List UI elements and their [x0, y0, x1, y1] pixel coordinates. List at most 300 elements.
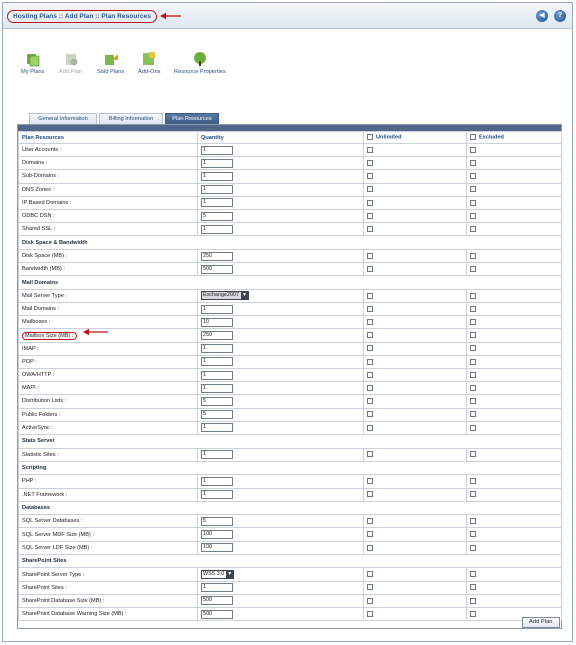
excluded-checkbox[interactable]	[470, 571, 476, 577]
unlimited-checkbox[interactable]	[367, 332, 373, 338]
table-row	[19, 515, 562, 528]
resource-label: DNS Zones :	[22, 186, 55, 193]
unlimited-checkbox[interactable]	[367, 491, 373, 497]
header-excluded	[467, 132, 562, 144]
quantity-cell	[198, 528, 364, 541]
quantity-cell	[198, 316, 364, 329]
unlimited-checkbox[interactable]	[367, 518, 373, 524]
excluded-checkbox[interactable]	[470, 598, 476, 604]
resource-label-cell	[19, 594, 198, 607]
excluded-cell	[467, 183, 562, 196]
quantity-cell	[198, 488, 364, 501]
unlimited-checkbox[interactable]	[367, 411, 373, 417]
unlimited-cell	[364, 395, 467, 408]
quantity-cell	[198, 369, 364, 382]
quantity-cell	[198, 594, 364, 607]
excluded-checkbox[interactable]	[470, 411, 476, 417]
quantity-input[interactable]: 1	[201, 450, 233, 459]
table-row	[19, 581, 562, 594]
excluded-cell	[467, 157, 562, 170]
add-plan-icon	[63, 51, 79, 67]
unlimited-cell	[364, 408, 467, 421]
unlimited-cell	[364, 316, 467, 329]
table-row	[19, 303, 562, 316]
table-row	[19, 488, 562, 501]
resource-label-cell	[19, 541, 198, 554]
quantity-cell	[198, 196, 364, 209]
unlimited-checkbox[interactable]	[367, 425, 373, 431]
unlimited-cell	[364, 541, 467, 554]
unlimited-cell	[364, 528, 467, 541]
resource-label: SharePoint Database Size (MB) :	[22, 597, 105, 604]
breadcrumb[interactable]: Hosting Plans :: Add Plan :: Plan Resources	[7, 10, 157, 23]
quantity-input[interactable]: 1	[201, 198, 233, 207]
resource-label: SharePoint Database Warning Size (MB) :	[22, 611, 127, 618]
quantity-input[interactable]: 1	[201, 185, 233, 194]
table-row	[19, 196, 562, 209]
section-title: Scripting	[19, 461, 562, 475]
excluded-checkbox[interactable]	[470, 372, 476, 378]
unlimited-checkbox[interactable]	[367, 611, 373, 617]
unlimited-checkbox[interactable]	[367, 293, 373, 299]
quantity-cell	[198, 289, 364, 302]
resource-label-cell	[19, 581, 198, 594]
unlimited-checkbox[interactable]	[367, 160, 373, 166]
section-title: Mail Domains	[19, 276, 562, 290]
quantity-cell	[198, 382, 364, 395]
unlimited-checkbox[interactable]	[367, 451, 373, 457]
quantity-cell	[198, 329, 364, 342]
table-row	[19, 369, 562, 382]
excluded-checkbox[interactable]	[470, 306, 476, 312]
excluded-cell	[467, 475, 562, 488]
excluded-checkbox[interactable]	[470, 398, 476, 404]
table-row	[19, 355, 562, 368]
excluded-checkbox[interactable]	[470, 332, 476, 338]
unlimited-checkbox[interactable]	[367, 531, 373, 537]
unlimited-checkbox[interactable]	[367, 186, 373, 192]
table-row	[19, 144, 562, 157]
unlimited-checkbox[interactable]	[367, 226, 373, 232]
resource-label-cell	[19, 209, 198, 222]
quantity-cell	[198, 541, 364, 554]
annotation-arrow-icon	[160, 12, 182, 20]
unlimited-cell	[364, 263, 467, 276]
table-row	[19, 408, 562, 421]
resource-label-cell	[19, 382, 198, 395]
quantity-cell	[198, 568, 364, 581]
table-row	[19, 608, 562, 621]
quantity-input[interactable]: 1	[201, 477, 233, 486]
quantity-cell	[198, 144, 364, 157]
unlimited-cell	[364, 369, 467, 382]
addons-label: Add-Ons	[138, 69, 161, 75]
sold-plans-icon	[103, 51, 119, 67]
resource-label: IMAP :	[22, 345, 39, 352]
resource-label-cell	[19, 303, 198, 316]
table-row	[19, 223, 562, 236]
unlimited-checkbox[interactable]	[367, 478, 373, 484]
unlimited-cell	[364, 515, 467, 528]
unlimited-checkbox[interactable]	[367, 213, 373, 219]
unlimited-checkbox[interactable]	[367, 345, 373, 351]
unlimited-cell	[364, 581, 467, 594]
table-row	[19, 209, 562, 222]
quantity-input[interactable]: 5	[201, 517, 233, 526]
quantity-input[interactable]: 10	[201, 318, 233, 327]
resource-label: Sub-Domains :	[22, 173, 59, 180]
excluded-checkbox[interactable]	[470, 491, 476, 497]
annotation-arrow-icon	[83, 328, 109, 336]
quantity-input[interactable]: 500	[201, 610, 233, 619]
resource-properties-button[interactable]	[174, 51, 226, 75]
excluded-cell	[467, 289, 562, 302]
quantity-cell	[198, 421, 364, 434]
excluded-all-checkbox[interactable]	[470, 134, 476, 140]
unlimited-checkbox[interactable]	[367, 584, 373, 590]
quantity-input[interactable]: 100	[201, 543, 233, 552]
unlimited-checkbox[interactable]	[367, 372, 373, 378]
unlimited-checkbox[interactable]	[367, 545, 373, 551]
resource-label-cell	[19, 157, 198, 170]
resource-label-cell	[19, 408, 198, 421]
quantity-input[interactable]: 1	[201, 384, 233, 393]
resource-label: OWA/HTTP :	[22, 372, 55, 379]
section-row	[19, 461, 562, 475]
excluded-cell	[467, 369, 562, 382]
unlimited-checkbox[interactable]	[367, 306, 373, 312]
resource-label-cell	[19, 342, 198, 355]
excluded-cell	[467, 515, 562, 528]
table-row	[19, 382, 562, 395]
unlimited-checkbox[interactable]	[367, 173, 373, 179]
unlimited-checkbox[interactable]	[367, 385, 373, 391]
table-row	[19, 475, 562, 488]
page-header	[3, 3, 572, 29]
plan-resources-panel	[17, 124, 562, 629]
unlimited-checkbox[interactable]	[367, 359, 373, 365]
quantity-cell	[198, 170, 364, 183]
unlimited-cell	[364, 421, 467, 434]
resource-label-cell	[19, 475, 198, 488]
excluded-cell	[467, 488, 562, 501]
quantity-input[interactable]: 1	[201, 225, 233, 234]
quantity-cell	[198, 355, 364, 368]
quantity-input[interactable]: 100	[201, 530, 233, 539]
excluded-cell	[467, 263, 562, 276]
resource-label: SharePoint Sites :	[22, 584, 67, 591]
unlimited-cell	[364, 183, 467, 196]
unlimited-checkbox[interactable]	[367, 200, 373, 206]
quantity-input[interactable]: 1	[201, 344, 233, 353]
quantity-cell	[198, 249, 364, 262]
header-excluded-label: Excluded	[479, 134, 504, 141]
resource-label-cell	[19, 355, 198, 368]
excluded-cell	[467, 223, 562, 236]
resource-label: Shared SSL :	[22, 226, 56, 233]
resource-label: Mail Domains :	[22, 306, 59, 313]
unlimited-checkbox[interactable]	[367, 253, 373, 259]
tab-plan-resources[interactable]: Plan Resources	[165, 113, 219, 124]
excluded-checkbox[interactable]	[470, 160, 476, 166]
resource-label-cell	[19, 144, 198, 157]
excluded-checkbox[interactable]	[470, 173, 476, 179]
resource-label-cell	[19, 170, 198, 183]
table-header-row	[19, 132, 562, 144]
excluded-checkbox[interactable]	[470, 293, 476, 299]
excluded-cell	[467, 382, 562, 395]
quantity-input[interactable]: 250	[201, 331, 233, 340]
resource-label: Public Folders :	[22, 411, 61, 418]
unlimited-cell	[364, 608, 467, 621]
resource-label: .NET Framework :	[22, 491, 68, 498]
server-type-select[interactable]: Exchange2007 ▾	[201, 291, 249, 300]
unlimited-cell	[364, 157, 467, 170]
resource-label-cell	[19, 223, 198, 236]
unlimited-cell	[364, 289, 467, 302]
tab-billing-information[interactable]: Billing Information	[99, 113, 163, 124]
quantity-cell	[198, 209, 364, 222]
quantity-input[interactable]: 1	[201, 583, 233, 592]
quantity-input[interactable]: 1	[201, 172, 233, 181]
excluded-checkbox[interactable]	[470, 186, 476, 192]
excluded-checkbox[interactable]	[470, 611, 476, 617]
table-row	[19, 528, 562, 541]
table-row	[19, 170, 562, 183]
resource-label: Mailbox Size (MB) :	[22, 332, 77, 340]
section-title: Disk Space & Bandwidth	[19, 236, 562, 250]
back-icon[interactable]: ◀	[536, 10, 548, 22]
addons-icon	[141, 51, 157, 67]
unlimited-checkbox[interactable]	[367, 598, 373, 604]
resource-label: Mail Server Type :	[22, 292, 67, 299]
quantity-cell	[198, 395, 364, 408]
quantity-cell	[198, 515, 364, 528]
table-row	[19, 421, 562, 434]
excluded-cell	[467, 448, 562, 461]
resource-label: SQL Server MDF Size (MB) :	[22, 531, 94, 538]
excluded-checkbox[interactable]	[470, 531, 476, 537]
excluded-checkbox[interactable]	[470, 385, 476, 391]
excluded-checkbox[interactable]	[470, 451, 476, 457]
resource-properties-label: Resource Properties	[174, 69, 226, 75]
quantity-input[interactable]: 5	[201, 397, 233, 406]
resource-label-cell	[19, 196, 198, 209]
resource-label: Bandwidth (MB) :	[22, 266, 65, 273]
excluded-cell	[467, 568, 562, 581]
quantity-cell	[198, 303, 364, 316]
section-title: Stats Server	[19, 434, 562, 448]
quantity-input[interactable]: 1	[201, 423, 233, 432]
table-row	[19, 448, 562, 461]
resource-label: Distribution Lists :	[22, 398, 67, 405]
excluded-cell	[467, 421, 562, 434]
unlimited-cell	[364, 249, 467, 262]
section-row	[19, 276, 562, 290]
excluded-cell	[467, 408, 562, 421]
resource-label-cell	[19, 568, 198, 581]
unlimited-checkbox[interactable]	[367, 398, 373, 404]
unlimited-checkbox[interactable]	[367, 147, 373, 153]
excluded-checkbox[interactable]	[470, 425, 476, 431]
resource-label: PHP :	[22, 478, 37, 485]
sold-plans-button[interactable]	[97, 51, 124, 75]
quantity-input[interactable]: 1	[201, 490, 233, 499]
resource-label: MAPI :	[22, 385, 39, 392]
quantity-cell	[198, 475, 364, 488]
resource-label-cell	[19, 369, 198, 382]
resource-label: Domains :	[22, 160, 48, 167]
quantity-input[interactable]: 1	[201, 305, 233, 314]
add-plan-toolbar-button[interactable]	[59, 51, 82, 75]
excluded-cell	[467, 303, 562, 316]
unlimited-cell	[364, 342, 467, 355]
resource-label-cell	[19, 183, 198, 196]
quantity-input[interactable]: 1	[201, 371, 233, 380]
unlimited-cell	[364, 448, 467, 461]
quantity-input[interactable]: 5	[201, 410, 233, 419]
header-unlimited	[364, 132, 467, 144]
excluded-cell	[467, 594, 562, 607]
server-type-select[interactable]: WSS 3.0 ▾	[201, 570, 234, 579]
resource-properties-icon	[192, 51, 208, 67]
section-row	[19, 434, 562, 448]
resource-label-cell	[19, 421, 198, 434]
resource-label-cell	[19, 249, 198, 262]
table-row	[19, 249, 562, 262]
quantity-cell	[198, 223, 364, 236]
my-plans-button[interactable]	[21, 51, 44, 75]
quantity-cell	[198, 342, 364, 355]
quantity-input[interactable]: 5	[201, 212, 233, 221]
unlimited-cell	[364, 196, 467, 209]
unlimited-cell	[364, 329, 467, 342]
my-plans-label: My Plans	[21, 69, 45, 75]
resource-label-cell	[19, 316, 198, 329]
excluded-cell	[467, 144, 562, 157]
resource-label-cell	[19, 608, 198, 621]
resource-label: POP :	[22, 358, 37, 365]
resource-label: ODBC DSN :	[22, 213, 55, 220]
excluded-checkbox[interactable]	[470, 147, 476, 153]
excluded-cell	[467, 528, 562, 541]
excluded-checkbox[interactable]	[470, 359, 476, 365]
quantity-input[interactable]: 1	[201, 357, 233, 366]
unlimited-cell	[364, 382, 467, 395]
excluded-checkbox[interactable]	[470, 213, 476, 219]
excluded-checkbox[interactable]	[470, 518, 476, 524]
unlimited-cell	[364, 303, 467, 316]
excluded-cell	[467, 355, 562, 368]
sold-plans-label: Sold Plans	[97, 69, 125, 75]
quantity-input[interactable]: 250	[201, 252, 233, 261]
header-unlimited-label: Unlimited	[376, 134, 402, 141]
table-row	[19, 183, 562, 196]
quantity-cell	[198, 263, 364, 276]
unlimited-checkbox[interactable]	[367, 266, 373, 272]
section-row	[19, 554, 562, 568]
quantity-input[interactable]: 500	[201, 596, 233, 605]
excluded-checkbox[interactable]	[470, 545, 476, 551]
quantity-input[interactable]: 500	[201, 265, 233, 274]
unlimited-cell	[364, 223, 467, 236]
resource-label-cell	[19, 263, 198, 276]
unlimited-checkbox[interactable]	[367, 319, 373, 325]
add-plan-label: Add Plan	[59, 69, 83, 75]
table-row	[19, 395, 562, 408]
excluded-cell	[467, 249, 562, 262]
resource-label: Mailboxes :	[22, 319, 51, 326]
table-row	[19, 568, 562, 581]
table-row	[19, 316, 562, 329]
unlimited-cell	[364, 355, 467, 368]
table-row	[19, 263, 562, 276]
section-title: SharePoint Sites	[19, 554, 562, 568]
resource-label-cell	[19, 528, 198, 541]
resource-label: SQL Server Databases :	[22, 518, 83, 525]
resource-label: User Accounts :	[22, 147, 62, 154]
resource-label: IP Based Domains :	[22, 199, 72, 206]
plans-icon	[25, 51, 41, 67]
excluded-checkbox[interactable]	[470, 266, 476, 272]
unlimited-cell	[364, 144, 467, 157]
table-row	[19, 342, 562, 355]
addons-button[interactable]	[138, 51, 160, 75]
resource-label: SharePoint Server Type :	[22, 571, 85, 578]
excluded-checkbox[interactable]	[470, 200, 476, 206]
resource-label-cell	[19, 515, 198, 528]
tab-general-information[interactable]: General Information	[29, 113, 97, 124]
header-resource: Plan Resources	[19, 132, 198, 144]
help-icon[interactable]: ?	[554, 10, 566, 22]
resource-label: SQL Server LDF Size (MB) :	[22, 544, 93, 551]
quantity-cell	[198, 608, 364, 621]
unlimited-cell	[364, 170, 467, 183]
excluded-checkbox[interactable]	[470, 319, 476, 325]
resource-label: Disk Space (MB) :	[22, 253, 68, 259]
excluded-cell	[467, 581, 562, 594]
excluded-cell	[467, 170, 562, 183]
excluded-checkbox[interactable]	[470, 226, 476, 232]
unlimited-all-checkbox[interactable]	[367, 134, 373, 140]
table-row	[19, 289, 562, 302]
section-row	[19, 236, 562, 250]
window-frame	[2, 2, 573, 642]
unlimited-checkbox[interactable]	[367, 571, 373, 577]
excluded-checkbox[interactable]	[470, 478, 476, 484]
unlimited-cell	[364, 209, 467, 222]
quantity-cell	[198, 408, 364, 421]
excluded-cell	[467, 196, 562, 209]
excluded-cell	[467, 329, 562, 342]
quantity-input[interactable]: 1	[201, 159, 233, 168]
resource-label-cell	[19, 448, 198, 461]
excluded-checkbox[interactable]	[470, 584, 476, 590]
resource-label-cell	[19, 289, 198, 302]
excluded-cell	[467, 209, 562, 222]
excluded-checkbox[interactable]	[470, 253, 476, 259]
excluded-checkbox[interactable]	[470, 345, 476, 351]
excluded-cell	[467, 395, 562, 408]
table-row	[19, 594, 562, 607]
quantity-cell	[198, 157, 364, 170]
quantity-input[interactable]: 1	[201, 146, 233, 155]
excluded-cell	[467, 342, 562, 355]
add-plan-button[interactable]: Add Plan	[522, 617, 560, 628]
unlimited-cell	[364, 475, 467, 488]
unlimited-cell	[364, 488, 467, 501]
resource-label-cell	[19, 395, 198, 408]
